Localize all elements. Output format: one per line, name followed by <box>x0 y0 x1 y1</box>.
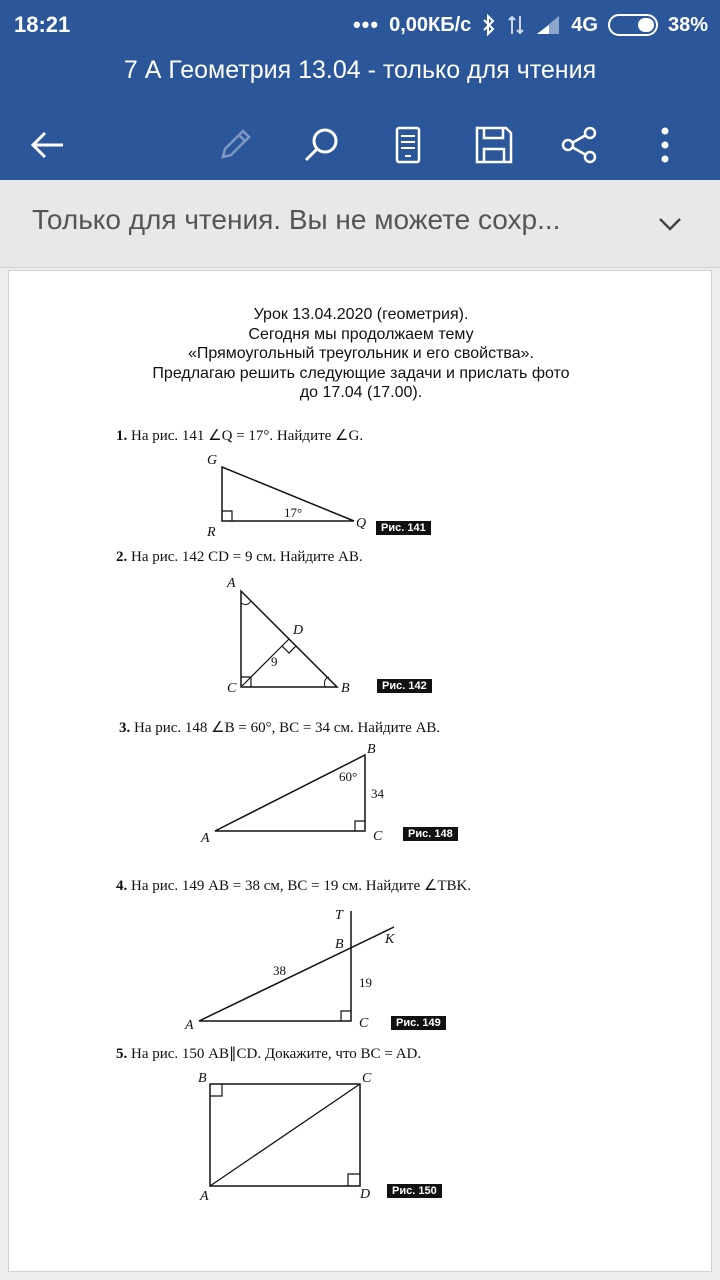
edit-pencil-icon <box>213 123 257 167</box>
vertex-a: A <box>201 831 210 846</box>
task-number: 4. <box>116 878 128 894</box>
search-icon <box>300 123 344 167</box>
figure-label-150: Рис. 150 <box>387 1184 442 1198</box>
vertex-c: C <box>362 1071 372 1086</box>
vertex-b: B <box>367 742 376 757</box>
figure-150 <box>194 1066 394 1206</box>
read-mode-button[interactable] <box>373 110 443 180</box>
vertex-c: C <box>359 1016 369 1031</box>
status-dots: ••• <box>352 12 380 37</box>
task-text: На рис. 148 ∠B = 60°, BC = 34 см. Найдите AB. <box>134 720 441 736</box>
network-type: 4G <box>571 13 598 36</box>
figure-label-149: Рис. 149 <box>391 1016 446 1030</box>
more-options-icon <box>643 123 687 167</box>
back-arrow-icon <box>25 123 69 167</box>
more-options-button[interactable] <box>630 110 700 180</box>
task-text: На рис. 149 AB = 38 см, BC = 19 см. Найдите ∠TBK. <box>131 878 472 894</box>
figure-142 <box>219 571 369 701</box>
chevron-down-icon <box>655 209 685 239</box>
intro-text <box>9 305 713 403</box>
intro-line: Предлагаю решить следующие задачи и прислать фото <box>152 364 570 382</box>
battery-icon <box>608 14 658 36</box>
intro-line: Урок 13.04.2020 (геометрия). <box>253 306 469 323</box>
figure-148 <box>199 741 399 847</box>
task-1 <box>116 426 363 445</box>
task-text: На рис. 142 CD = 9 см. Найдите AB. <box>131 549 363 565</box>
vertex-a: A <box>185 1018 194 1033</box>
figure-label-142: Рис. 142 <box>377 679 432 693</box>
vertex-r: R <box>207 525 216 540</box>
task-number: 5. <box>116 1046 128 1062</box>
bluetooth-icon <box>481 14 497 36</box>
vertex-d: D <box>293 623 304 638</box>
task-number: 3. <box>119 720 131 736</box>
vertex-a: A <box>227 576 236 591</box>
figure-149 <box>179 901 409 1036</box>
share-button[interactable] <box>544 110 614 180</box>
vertex-k: K <box>385 932 395 947</box>
intro-line: до 17.04 (17.00). <box>299 384 423 401</box>
vertex-t: T <box>335 908 343 923</box>
task-number: 1. <box>116 428 128 444</box>
read-only-banner[interactable] <box>0 180 720 268</box>
battery-level: 38% <box>667 13 708 36</box>
vertex-d: D <box>360 1187 371 1202</box>
expand-banner-button[interactable] <box>648 202 692 246</box>
intro-line: Сегодня мы продолжаем тему <box>248 325 474 343</box>
task-4 <box>116 876 471 895</box>
task-3 <box>119 718 440 737</box>
search-button[interactable] <box>287 110 357 180</box>
status-right <box>353 12 708 38</box>
signal-icon <box>535 14 561 36</box>
status-bar <box>0 0 720 50</box>
vertex-b: B <box>198 1071 207 1086</box>
status-time: 18:21 <box>14 12 71 37</box>
save-button[interactable] <box>459 110 529 180</box>
figure-label-141: Рис. 141 <box>376 521 431 535</box>
data-transfer-icon <box>507 14 525 36</box>
document-title: 7 А Геометрия 13.04 - только для чтения <box>123 56 597 84</box>
vertex-a: A <box>200 1189 209 1204</box>
task-number: 2. <box>116 549 128 565</box>
read-mode-icon <box>386 123 430 167</box>
document-page <box>8 270 712 1272</box>
task-text: На рис. 141 ∠Q = 17°. Найдите ∠G. <box>131 428 364 444</box>
toolbar <box>0 110 720 180</box>
share-icon <box>557 123 601 167</box>
vertex-c: C <box>227 681 237 696</box>
vertex-c: C <box>373 829 383 844</box>
bc-length-label: 34 <box>371 786 384 801</box>
angle-q-label: 17° <box>284 505 303 520</box>
task-5 <box>116 1044 421 1063</box>
ab-length-label: 38 <box>273 963 286 978</box>
intro-line: «Прямоугольный треугольник и его свойства». <box>188 345 534 362</box>
figure-141 <box>189 449 369 541</box>
vertex-b: B <box>341 681 350 696</box>
cd-length-label: 9 <box>271 654 278 669</box>
vertex-g: G <box>207 453 218 468</box>
task-text: На рис. 150 AB∥CD. Докажите, что BC = AD. <box>131 1046 422 1062</box>
back-button[interactable] <box>12 110 82 180</box>
angle-b-label: 60° <box>339 769 358 784</box>
save-icon <box>472 123 516 167</box>
banner-message: Только для чтения. Вы не можете сохр... <box>32 204 561 235</box>
task-2 <box>116 549 363 566</box>
figure-label-148: Рис. 148 <box>403 827 458 841</box>
edit-button[interactable] <box>200 110 270 180</box>
network-speed: 0,00КБ/с <box>389 13 472 36</box>
app-bar <box>0 50 720 180</box>
bc-length-label: 19 <box>359 975 372 990</box>
vertex-q: Q <box>356 516 367 531</box>
vertex-b: B <box>335 937 344 952</box>
